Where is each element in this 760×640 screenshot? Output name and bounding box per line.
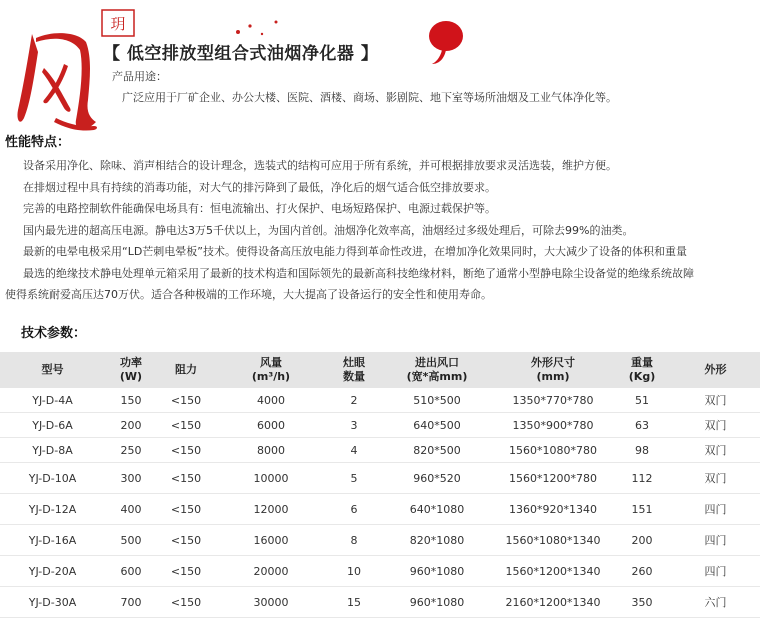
table-cell: 5	[327, 463, 381, 494]
table-cell: 1350*900*780	[493, 413, 613, 438]
table-row	[0, 494, 760, 525]
table-cell: 260	[613, 556, 671, 587]
column-header: 风量 (m³/h)	[215, 352, 327, 388]
column-header: 型号	[0, 352, 105, 388]
column-header: 进出风口 (宽*高mm)	[381, 352, 493, 388]
table-header-row	[0, 352, 760, 388]
table-cell: 960*1080	[381, 556, 493, 587]
table-cell: 双门	[671, 463, 760, 494]
table-cell: 700	[105, 587, 157, 618]
table-cell: 16000	[215, 525, 327, 556]
table-cell: 200	[613, 525, 671, 556]
table-cell: YJ-D-16A	[0, 525, 105, 556]
usage-text: 广泛应用于厂矿企业、办公大楼、医院、酒楼、商场、影剧院、地下室等场所油烟及工业气体净化等。	[122, 91, 617, 104]
ink-drop-icon	[426, 20, 466, 68]
table-cell: 640*500	[381, 413, 493, 438]
table-cell: 98	[613, 438, 671, 463]
table-cell: 双门	[671, 413, 760, 438]
table-cell: 1360*920*1340	[493, 494, 613, 525]
table-row	[0, 587, 760, 618]
column-header: 外形尺寸 (mm)	[493, 352, 613, 388]
table-cell: 1560*1080*1340	[493, 525, 613, 556]
table-row	[0, 463, 760, 494]
table-cell: YJ-D-6A	[0, 413, 105, 438]
table-cell: 200	[105, 413, 157, 438]
table-cell: 双门	[671, 388, 760, 413]
table-cell: YJ-D-8A	[0, 438, 105, 463]
spec-table	[0, 352, 760, 618]
feature-line: 国内最先进的超高压电源。静电达3万5千伏以上，为国内首创。油烟净化效率高，油烟经过多级处理后，可除去99%的油类。	[23, 223, 634, 237]
feature-line: 设备采用净化、除味、消声相结合的设计理念，选装式的结构可应用于所有系统，并可根据排放要求灵活选装，维护方便。	[23, 159, 617, 172]
table-cell: 30000	[215, 587, 327, 618]
table-cell: <150	[157, 494, 215, 525]
feature-line: 最选的绝缘技术静电处理单元箱采用了最新的技术构造和国际领先的最新高科技绝缘材料，断绝了通常小型静电除尘设备觉的绝缘系统故障	[23, 266, 694, 280]
feature-line: 最新的电晕电极采用“LD芒刺电晕板”技术。使得设备高压放电能力得到革命性改进，在增加净化效果同时，大大减少了设备的体积和重量	[23, 245, 687, 258]
table-cell: YJ-D-4A	[0, 388, 105, 413]
column-header: 重量 (Kg)	[613, 352, 671, 388]
table-cell: <150	[157, 438, 215, 463]
table-cell: <150	[157, 388, 215, 413]
table-cell: YJ-D-20A	[0, 556, 105, 587]
table-cell: 四门	[671, 494, 760, 525]
table-cell: 10	[327, 556, 381, 587]
table-row	[0, 525, 760, 556]
column-header: 外形	[671, 352, 760, 388]
table-cell: 1560*1200*1340	[493, 556, 613, 587]
table-cell: 四门	[671, 525, 760, 556]
table-cell: 820*500	[381, 438, 493, 463]
table-cell: 2	[327, 388, 381, 413]
table-cell: 6	[327, 494, 381, 525]
table-cell: 3	[327, 413, 381, 438]
table-cell: 六门	[671, 587, 760, 618]
table-cell: 1350*770*780	[493, 388, 613, 413]
table-cell: 300	[105, 463, 157, 494]
decorative-dots	[232, 12, 292, 42]
table-cell: 640*1080	[381, 494, 493, 525]
calligraphy-logo	[14, 28, 109, 136]
feature-line: 在排烟过程中具有持续的消毒功能，对大气的排污降到了最低，净化后的烟气适合低空排放要求。	[23, 180, 496, 194]
table-cell: 15	[327, 587, 381, 618]
table-cell: 250	[105, 438, 157, 463]
table-cell: <150	[157, 413, 215, 438]
table-cell: 8000	[215, 438, 327, 463]
features-list	[5, 155, 760, 306]
seal-stamp	[100, 8, 136, 42]
table-cell: 500	[105, 525, 157, 556]
table-cell: 8	[327, 525, 381, 556]
table-cell: 112	[613, 463, 671, 494]
feature-line: 完善的电路控制软件能确保电场具有：恒电流输出、打火保护、电场短路保护、电源过载保护等。	[23, 202, 496, 215]
table-cell: 400	[105, 494, 157, 525]
table-row	[0, 438, 760, 463]
table-cell: 12000	[215, 494, 327, 525]
table-cell: <150	[157, 525, 215, 556]
table-cell: 960*520	[381, 463, 493, 494]
table-cell: YJ-D-10A	[0, 463, 105, 494]
table-cell: 63	[613, 413, 671, 438]
table-cell: YJ-D-12A	[0, 494, 105, 525]
table-cell: 350	[613, 587, 671, 618]
table-cell: YJ-D-30A	[0, 587, 105, 618]
table-cell: 820*1080	[381, 525, 493, 556]
table-cell: 1560*1200*780	[493, 463, 613, 494]
table-row	[0, 413, 760, 438]
usage-label: 产品用途：	[112, 70, 167, 83]
table-cell: 10000	[215, 463, 327, 494]
table-cell: <150	[157, 463, 215, 494]
table-cell: 151	[613, 494, 671, 525]
table-row	[0, 556, 760, 587]
table-cell: 600	[105, 556, 157, 587]
table-cell: <150	[157, 587, 215, 618]
table-cell: <150	[157, 556, 215, 587]
column-header: 功率 (W)	[105, 352, 157, 388]
table-cell: 1560*1080*780	[493, 438, 613, 463]
product-title: 【 低空排放型组合式油烟净化器 】	[103, 44, 379, 64]
table-cell: 960*1080	[381, 587, 493, 618]
table-cell: 4	[327, 438, 381, 463]
specs-heading: 技术参数：	[21, 326, 87, 341]
table-cell: 150	[105, 388, 157, 413]
table-row	[0, 388, 760, 413]
features-heading: 性能特点：	[5, 135, 71, 150]
svg-text:玥: 玥	[110, 15, 126, 33]
table-cell: 四门	[671, 556, 760, 587]
table-cell: 双门	[671, 438, 760, 463]
feature-line: 使得系统耐爱高压达70万伏。适合各种极端的工作环境，大大提高了设备运行的安全性和使用寿命。	[5, 288, 492, 301]
table-cell: 510*500	[381, 388, 493, 413]
table-cell: 6000	[215, 413, 327, 438]
table-cell: 20000	[215, 556, 327, 587]
column-header: 灶眼 数量	[327, 352, 381, 388]
table-cell: 4000	[215, 388, 327, 413]
table-cell: 2160*1200*1340	[493, 587, 613, 618]
table-cell: 51	[613, 388, 671, 413]
column-header: 阻力	[157, 352, 215, 388]
